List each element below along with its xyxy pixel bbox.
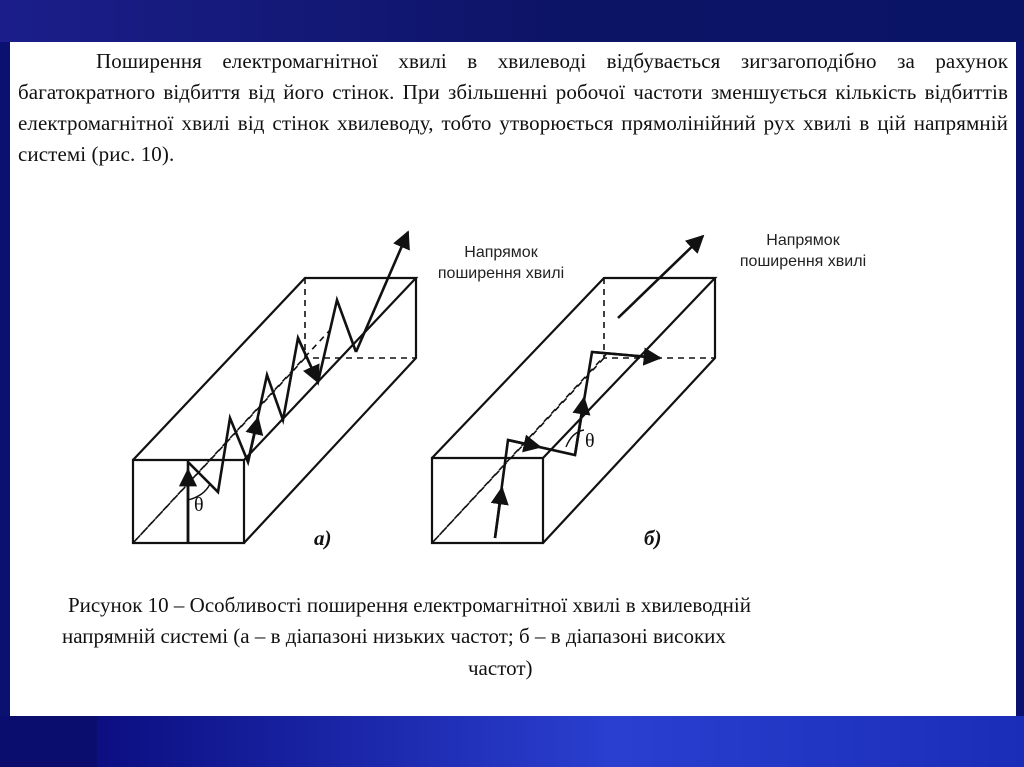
direction-label-b: Напрямок поширення хвилі	[739, 232, 867, 270]
waveguide-b-hidden-edges	[432, 278, 715, 543]
waveguide-a	[133, 278, 416, 543]
caption-line-3: частот)	[468, 656, 533, 680]
waveguide-a-top-edges	[133, 278, 416, 460]
theta-label-a: θ	[194, 494, 204, 516]
theta-label-b: θ	[585, 430, 595, 452]
waveguide-a-hidden-edges	[133, 278, 416, 543]
waveguide-b-right-edges	[543, 278, 715, 543]
direction-label-a: Напрямок поширення хвилі	[437, 244, 565, 282]
background-top-band	[0, 0, 1024, 42]
waveguide-b-top-edges	[432, 278, 715, 458]
caption-line-2: напрямній системі (а – в діапазоні низьких частот; б – в діапазоні високих	[62, 624, 726, 648]
panel-a-label: а)	[314, 526, 332, 550]
slide-canvas	[10, 42, 1016, 716]
waveguide-b	[432, 278, 715, 543]
panel-b-label: б)	[644, 526, 662, 550]
caption-line-1: Рисунок 10 – Особливості поширення електромагнітної хвилі в хвилеводній	[68, 593, 751, 617]
background-bottom-band	[0, 716, 1024, 767]
body-paragraph: Поширення електромагнітної хвилі в хвилеводі відбувається зигзагоподібно за рахунок багатократного відбиття від його стінок. При збільшенні робочої частоти зменшується кількість відбиттів електромагнітної хвилі від стінок хвилеводу, тобто утворюється прямолінійний рух хвилі в цій напрямній системі (рис. 10).	[18, 49, 1008, 166]
background-bottom-strip	[0, 716, 97, 767]
waveguide-a-right-edges	[244, 278, 416, 543]
waveguide-b-front-face	[432, 458, 543, 543]
